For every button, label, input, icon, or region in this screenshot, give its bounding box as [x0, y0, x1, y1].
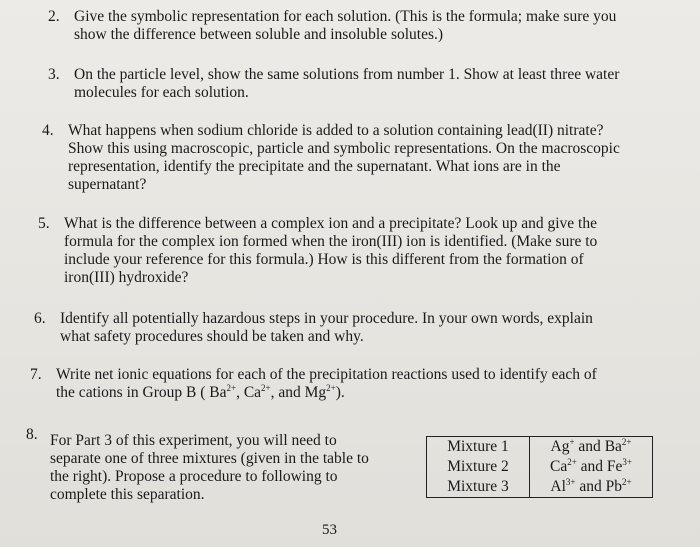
table-row [427, 437, 653, 458]
question-line: complete this separation. [50, 486, 205, 503]
mixture-name: Mixture 1 [427, 437, 530, 458]
table-row [427, 477, 653, 498]
question-line: the right). Propose a procedure to following to [50, 468, 338, 485]
question-8 [50, 432, 410, 504]
question-number: 2. [48, 8, 60, 25]
question-line: representation, identify the precipitate and the supernatant. What ions are in the [68, 158, 561, 175]
question-number: 6. [34, 310, 46, 327]
question-line: formula for the complex ion formed when the iron(III) ion is identified. (Make sure to [64, 233, 598, 250]
question-line: the cations in Group B ( $Ba^{2+}$, $Ca^{2+}$, and $Mg^{2+}$). [56, 382, 345, 401]
question-4 [42, 122, 678, 194]
question-line: On the particle level, show the same solutions from number 1. Show at least three water [74, 66, 620, 83]
question-line: supernatant? [68, 176, 147, 193]
question-line: separate one of three mixtures (given in the table to [50, 450, 369, 467]
mixture-table [426, 436, 653, 498]
mixture-ions: Ag+ and $Ba^{2+}$ [530, 437, 653, 458]
question-line: show the difference between soluble and insoluble solutes.) [74, 26, 444, 43]
question-line: For Part 3 of this experiment, you will need to [50, 432, 337, 449]
question-line: Show this using macroscopic, particle and symbolic representations. On the macroscopic [68, 140, 620, 157]
question-number: 4. [42, 122, 54, 139]
question-line: Identify all potentially hazardous steps in your procedure. In your own words, explain [60, 310, 593, 327]
table-row [427, 457, 653, 477]
question-line: include your reference for this formula.) How is this different from the formation of [64, 251, 584, 268]
question-line: What is the difference between a complex ion and a precipitate? Look up and give the [64, 215, 597, 232]
question-6 [34, 310, 680, 346]
question-2 [48, 8, 674, 44]
question-7 [30, 366, 680, 402]
question-line: iron(III) hydroxide? [64, 269, 189, 286]
question-line: molecules for each solution. [74, 84, 249, 101]
question-3 [48, 66, 674, 102]
question-number: 7. [30, 366, 42, 383]
mixture-name: Mixture 3 [427, 477, 530, 498]
question-line: What happens when sodium chloride is added to a solution containing lead(II) nitrate? [68, 122, 604, 139]
page-number: 53 [322, 522, 337, 538]
question-number: 3. [48, 66, 60, 83]
question-5 [38, 215, 678, 287]
question-line: Write net ionic equations for each of the precipitation reactions used to identify each of [56, 366, 597, 383]
question-line: what safety procedures should be taken and why. [60, 328, 364, 345]
question-number: 8. [26, 426, 38, 443]
mixture-ions: $Al^{3+}$ and $Pb^{2+}$ [530, 477, 653, 498]
mixture-ions: $Ca^{2+}$ and $Fe^{3+}$ [530, 457, 653, 477]
mixture-name: Mixture 2 [427, 457, 530, 477]
question-number: 5. [38, 215, 50, 232]
question-line: Give the symbolic representation for each solution. (This is the formula; make sure you [74, 8, 617, 25]
